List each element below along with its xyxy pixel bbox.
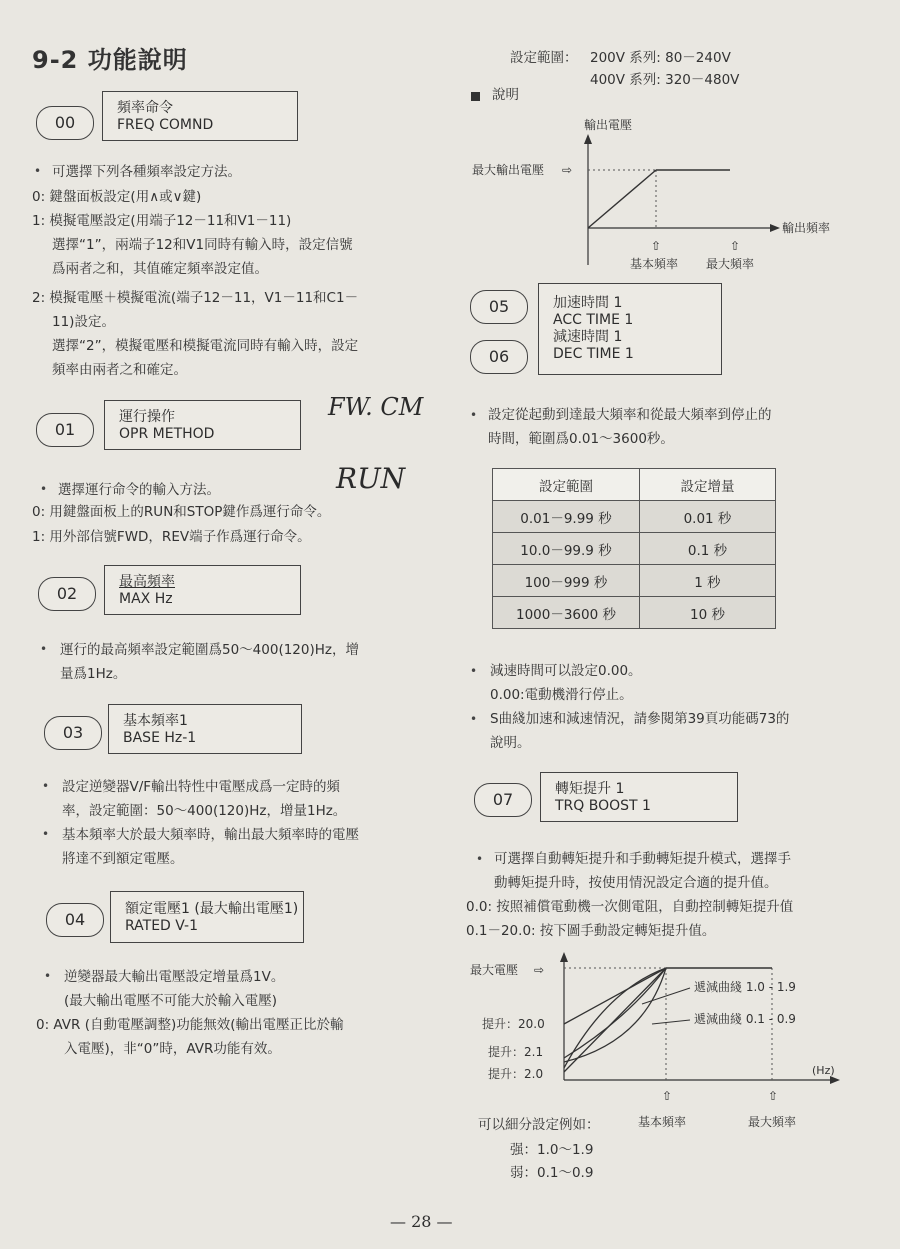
- function-label-cn: 最高頻率: [119, 574, 175, 590]
- table-cell: 10 秒: [640, 597, 776, 629]
- paragraph-line: 選擇“2”，模擬電壓和模擬電流同時有輸入時，設定: [52, 338, 359, 354]
- table-cell: 0.01 秒: [640, 501, 776, 533]
- table-row: [493, 501, 776, 533]
- paragraph-line: 0: 鍵盤面板設定(用∧或∨鍵): [32, 189, 202, 205]
- table-cell: 0.01－9.99 秒: [493, 501, 640, 533]
- vf-ramp-line: [588, 170, 656, 228]
- paragraph-line: 選擇“1”，兩端子12和V1同時有輸入時，設定信號: [52, 237, 353, 253]
- function-label-en: DEC TIME 1: [553, 346, 634, 362]
- y-axis-arrow: [584, 134, 592, 144]
- function-label-en: MAX Hz: [119, 591, 173, 607]
- paragraph-line: 0.1－20.0: 按下圖手動設定轉矩提升值。: [466, 923, 716, 939]
- paragraph-line: 動轉矩提升時，按使用情況設定合適的提升值。: [494, 875, 778, 891]
- bullet-icon: •: [476, 852, 484, 866]
- paragraph-line: 設定從起動到達最大頻率和從最大頻率到停止的: [488, 407, 772, 423]
- paragraph-line: S曲綫加速和減速情況，請參閱第39頁功能碼73的: [490, 711, 790, 727]
- paragraph-line: 頻率由兩者之和確定。: [52, 362, 187, 378]
- paragraph-line: 入電壓)，非“0”時，AVR功能有效。: [64, 1041, 281, 1057]
- function-code-01: 01: [36, 413, 94, 447]
- function-label-cn: 減速時間 1: [553, 329, 623, 345]
- boost-line-2: [564, 968, 666, 1072]
- paragraph-line: 0: 用鍵盤面板上的RUN和STOP鍵作爲運行命令。: [32, 504, 331, 520]
- function-label-cn: 基本頻率1: [123, 713, 188, 729]
- table-row: [493, 533, 776, 565]
- note-label: 說明: [492, 87, 519, 103]
- function-code-00: 00: [36, 106, 94, 140]
- function-code-02: 02: [38, 577, 96, 611]
- paragraph-line: 說明。: [490, 735, 531, 751]
- function-label-box-01: [104, 400, 301, 450]
- max-frequency-label: 最大頻率: [706, 257, 755, 271]
- leader-line: [652, 1020, 690, 1024]
- paragraph-line: 運行的最高頻率設定範圍爲50～400(120)Hz，增: [60, 642, 359, 658]
- max-frequency-label: 最大頻率: [748, 1115, 797, 1129]
- paragraph-line: 0.00:電動機滑行停止。: [490, 687, 633, 703]
- table-header: 設定增量: [640, 469, 776, 501]
- paragraph-line: 選擇運行命令的輸入方法。: [58, 482, 220, 498]
- bullet-icon: •: [470, 664, 478, 678]
- function-label-box-07: [540, 772, 738, 822]
- time-setting-table: [492, 468, 776, 629]
- table-cell: 100－999 秒: [493, 565, 640, 597]
- function-label-en: TRQ BOOST 1: [555, 798, 651, 814]
- function-label-en: OPR METHOD: [119, 426, 215, 442]
- bullet-icon: •: [42, 779, 50, 793]
- fine-tune-strong: 强：1.0～1.9: [510, 1142, 594, 1158]
- curve-label-weak: 遞減曲綫 0.1 - 0.9: [694, 1012, 796, 1026]
- function-label-en: RATED V-1: [125, 918, 198, 934]
- table-cell: 10.0－99.9 秒: [493, 533, 640, 565]
- paragraph-line: (最大輸出電壓不可能大於輸入電壓): [64, 993, 278, 1009]
- table-row: [493, 597, 776, 629]
- boost-line-20: [564, 968, 666, 1024]
- table-header: 設定範圍: [493, 469, 640, 501]
- function-label-box-00: [102, 91, 298, 141]
- max-voltage-label: 最大輸出電壓: [472, 163, 545, 177]
- torque-boost-graph: [466, 950, 850, 1140]
- function-label-cn: 頻率命令: [117, 100, 173, 116]
- bullet-icon: •: [42, 827, 50, 841]
- function-code-06: 06: [470, 340, 528, 374]
- boost-label: 提升：20.0: [482, 1017, 545, 1031]
- function-code-03: 03: [44, 716, 102, 750]
- x-axis-label: 輸出頻率: [782, 221, 831, 235]
- x-axis-arrow: [830, 1076, 840, 1084]
- note-square-icon: [471, 92, 480, 101]
- paragraph-line: 0.0: 按照補償電動機一次側電阻，自動控制轉矩提升值: [466, 899, 794, 915]
- paragraph-line: 0: AVR (自動電壓調整)功能無效(輸出電壓正比於輸: [36, 1017, 344, 1033]
- decreasing-curve-strong: [564, 968, 666, 1058]
- range-400v: 400V 系列: 320－480V: [590, 72, 740, 88]
- table-cell: 1 秒: [640, 565, 776, 597]
- paragraph-line: 爲兩者之和，其值確定頻率設定值。: [52, 261, 268, 277]
- function-label-box-02: [104, 565, 301, 615]
- table-cell: 1000－3600 秒: [493, 597, 640, 629]
- y-axis-arrow: [560, 952, 568, 962]
- fine-tune-label: 可以細分設定例如：: [478, 1117, 600, 1133]
- paragraph-line: 逆變器最大輸出電壓設定增量爲1V。: [64, 969, 285, 985]
- function-code-07: 07: [474, 783, 532, 817]
- boost-label: 提升：2.1: [488, 1045, 544, 1059]
- up-arrow-icon: ⇧: [768, 1089, 779, 1103]
- paragraph-line: 1: 用外部信號FWD，REV端子作爲運行命令。: [32, 529, 311, 545]
- function-label-en: ACC TIME 1: [553, 312, 634, 328]
- base-frequency-label: 基本頻率: [630, 257, 679, 271]
- paragraph-line: 設定逆變器V/F輸出特性中電壓成爲一定時的頻: [62, 779, 341, 795]
- hz-unit-label: (Hz): [812, 1064, 835, 1077]
- function-code-04: 04: [46, 903, 104, 937]
- range-label: 設定範圍：: [510, 50, 578, 66]
- paragraph-line: 可選擇自動轉矩提升和手動轉矩提升模式，選擇手: [494, 851, 791, 867]
- fine-tune-weak: 弱：0.1～0.9: [510, 1165, 594, 1181]
- paragraph-line: 率，設定範圍：50～400(120)Hz，增量1Hz。: [62, 803, 347, 819]
- paragraph-line: 時間，範圍爲0.01～3600秒。: [488, 431, 674, 447]
- max-voltage-label: 最大電壓: [470, 963, 519, 977]
- table-header-row: [493, 469, 776, 501]
- handwritten-note-fwcm: FW. CM: [328, 393, 424, 421]
- up-arrow-icon: ⇧: [662, 1089, 673, 1103]
- bullet-icon: •: [470, 712, 478, 726]
- bullet-icon: •: [470, 408, 478, 422]
- page-number: — 28 —: [390, 1212, 453, 1231]
- function-code-05: 05: [470, 290, 528, 324]
- function-label-cn: 運行操作: [119, 409, 175, 425]
- bullet-icon: •: [34, 164, 42, 178]
- up-arrow-icon: ⇧: [730, 239, 741, 253]
- base-frequency-label: 基本頻率: [638, 1115, 687, 1129]
- paragraph-line: 減速時間可以設定0.00。: [490, 663, 642, 679]
- bullet-icon: •: [40, 642, 48, 656]
- curve-label-strong: 遞減曲綫 1.0 - 1.9: [694, 980, 796, 994]
- up-arrow-icon: ⇧: [651, 239, 662, 253]
- vf-characteristic-graph: [466, 110, 850, 280]
- function-label-box-05-06: [538, 283, 722, 375]
- range-200v: 200V 系列: 80－240V: [590, 50, 731, 66]
- paragraph-line: 2: 模擬電壓＋模擬電流(端子12－11，V1－11和C1－: [32, 290, 359, 306]
- leader-line: [642, 988, 690, 1004]
- paragraph-line: 量爲1Hz。: [60, 666, 127, 682]
- function-label-cn: 轉矩提升 1: [555, 781, 625, 797]
- paragraph-line: 1: 模擬電壓設定(用端子12－11和V1－11): [32, 213, 292, 229]
- table-row: [493, 565, 776, 597]
- paragraph-line: 11)設定。: [52, 314, 115, 330]
- function-label-cn: 額定電壓1 (最大輸出電壓1): [125, 901, 299, 917]
- page-title: 9-2 功能說明: [32, 46, 188, 74]
- paragraph-line: 可選擇下列各種頻率設定方法。: [52, 164, 241, 180]
- x-axis-arrow: [770, 224, 780, 232]
- function-label-en: FREQ COMND: [117, 117, 214, 133]
- function-label-box-03: [108, 704, 302, 754]
- function-label-cn: 加速時間 1: [553, 295, 623, 311]
- handwritten-note-run: RUN: [336, 462, 406, 495]
- paragraph-line: 基本頻率大於最大頻率時，輸出最大頻率時的電壓: [62, 827, 359, 843]
- bullet-icon: •: [44, 969, 52, 983]
- function-label-en: BASE Hz-1: [123, 730, 197, 746]
- table-cell: 0.1 秒: [640, 533, 776, 565]
- pointer-icon: ⇨: [562, 163, 573, 177]
- bullet-icon: •: [40, 482, 48, 496]
- function-label-box-04: [110, 891, 304, 943]
- boost-label: 提升：2.0: [488, 1067, 544, 1081]
- paragraph-line: 將達不到額定電壓。: [62, 851, 184, 867]
- y-axis-label: 輸出電壓: [584, 118, 633, 132]
- pointer-icon: ⇨: [534, 963, 545, 977]
